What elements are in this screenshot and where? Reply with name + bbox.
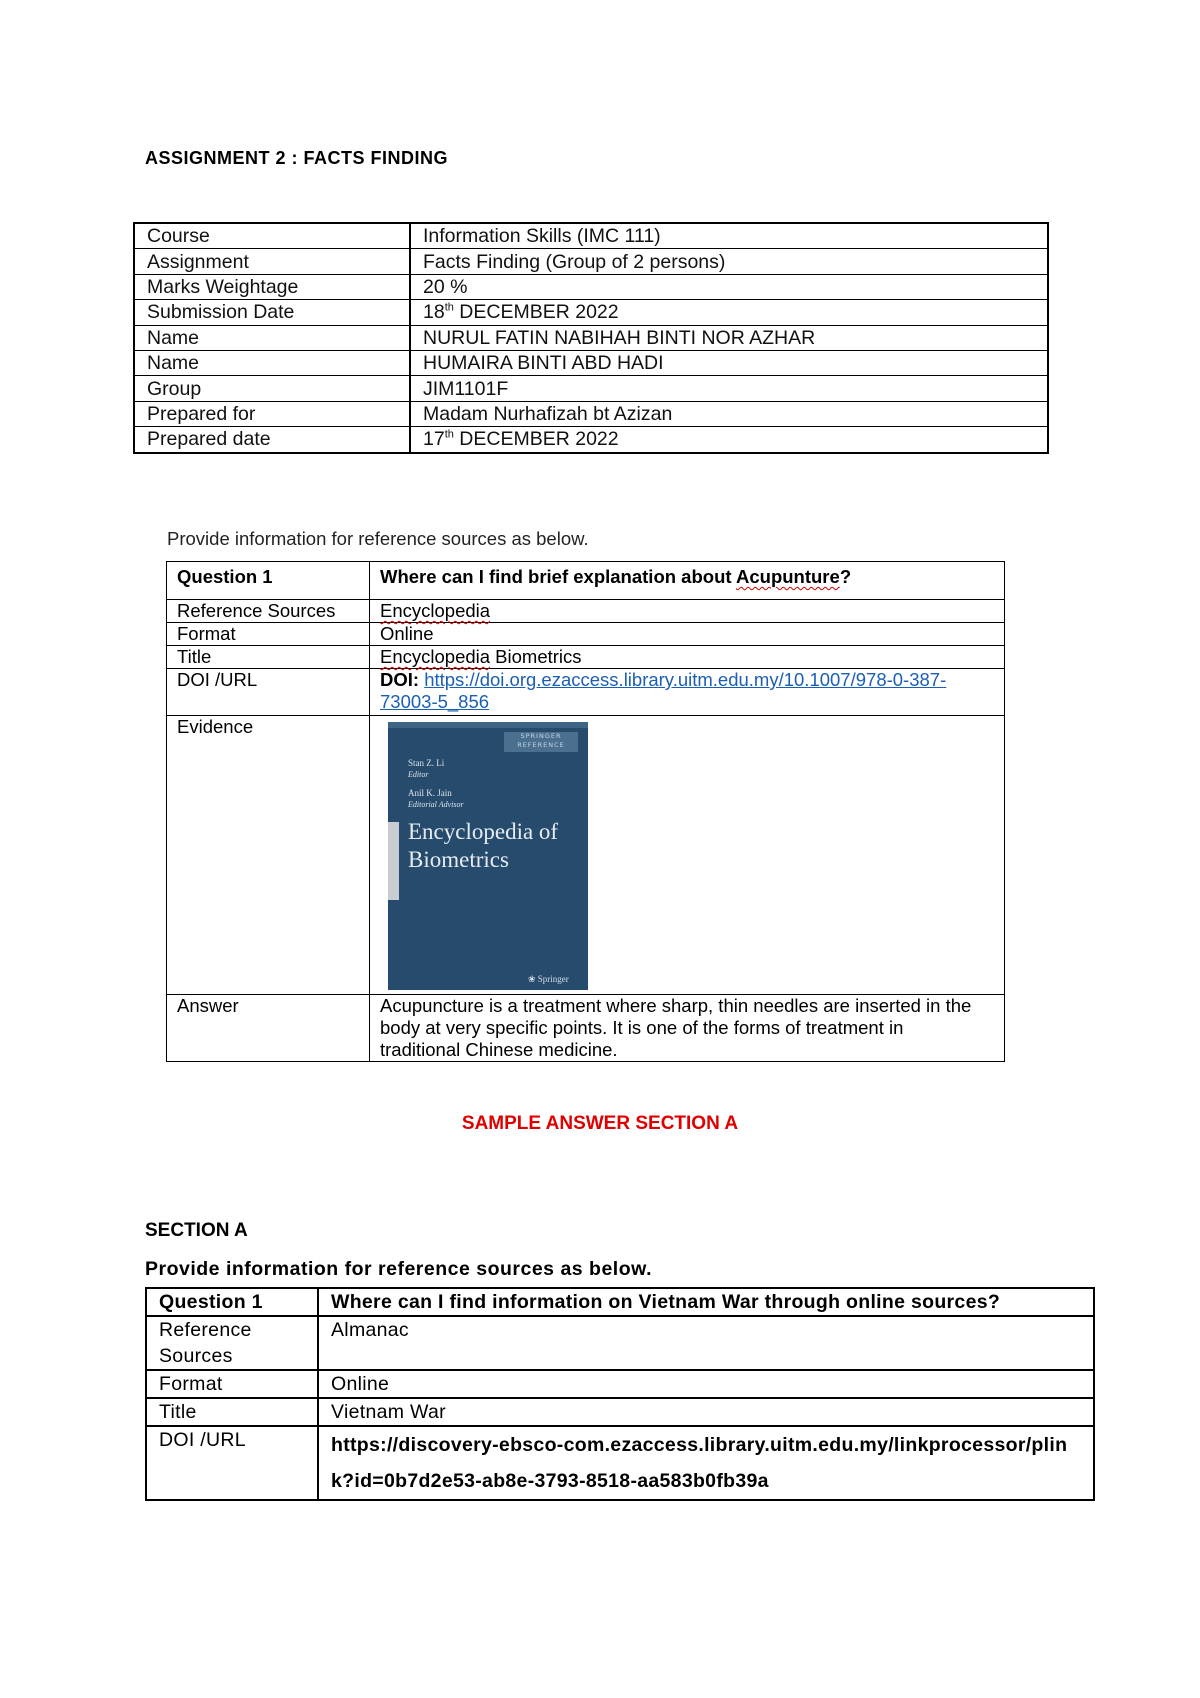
info-value: JIM1101F (410, 376, 1048, 401)
example-row-answer (167, 995, 1005, 1062)
title-label: Title (146, 1398, 318, 1426)
info-row-name-2 (134, 350, 1048, 375)
info-label: Name (134, 325, 410, 350)
example-row-title (167, 646, 1005, 669)
book-editor-name: Stan Z. Li (408, 758, 445, 768)
section-a-row-reference-sources (146, 1316, 1094, 1370)
title-value (370, 646, 1005, 669)
doi-value (370, 669, 1005, 716)
date-day: 17 (423, 428, 445, 451)
evidence-label: Evidence (167, 716, 370, 995)
book-publisher-logo: ❀ Springer (528, 974, 569, 984)
info-row-prepared-date (134, 427, 1048, 453)
doi-link[interactable]: https://doi.org.ezaccess.library.uitm.edu.my/10.1007/978-0-387-73003-5_856 (380, 669, 947, 712)
info-row-course (134, 223, 1048, 249)
reference-sources-word: Encyclopedia (380, 600, 491, 621)
info-label: Prepared for (134, 401, 410, 426)
info-value: Information Skills (IMC 111) (410, 223, 1048, 249)
info-value: Facts Finding (Group of 2 persons) (410, 249, 1048, 274)
example-intro: Provide information for reference sources as below. (167, 528, 589, 549)
example-row-question (167, 562, 1005, 600)
section-a-reference-table (145, 1287, 1095, 1501)
example-row-doi (167, 669, 1005, 716)
info-row-marks (134, 274, 1048, 299)
question-text: Where can I find information on Vietnam War through online sources? (318, 1288, 1094, 1316)
book-cover-sidebar (388, 822, 399, 900)
reference-sources-label: Reference Sources (167, 600, 370, 623)
assignment-title: ASSIGNMENT 2 : FACTS FINDING (145, 148, 449, 168)
book-cover-image (388, 722, 588, 990)
section-a-row-format (146, 1370, 1094, 1398)
doi-prefix: DOI: (380, 669, 425, 690)
date-rest: DECEMBER 2022 (453, 428, 619, 451)
date-suffix: th (444, 301, 454, 314)
info-row-assignment (134, 249, 1048, 274)
info-label: Name (134, 350, 410, 375)
sample-answer-label: SAMPLE ANSWER SECTION A (461, 1113, 739, 1134)
doi-label: DOI /URL (167, 669, 370, 716)
date-rest: DECEMBER 2022 (453, 301, 619, 324)
info-row-group (134, 376, 1048, 401)
format-value: Online (370, 623, 1005, 646)
doi-value: https://discovery-ebsco-com.ezaccess.library.uitm.edu.my/linkprocessor/plink?id=0b7d2e53-ab8e-3793-8518-aa583b0fb39a (318, 1426, 1094, 1500)
format-label: Format (146, 1370, 318, 1398)
doi-label: DOI /URL (146, 1426, 318, 1500)
example-row-reference-sources (167, 600, 1005, 623)
title-rest: Biometrics (490, 646, 582, 667)
section-a-heading: SECTION A (145, 1220, 248, 1241)
question-label: Question 1 (167, 562, 370, 600)
reference-sources-value: Almanac (318, 1316, 1094, 1370)
answer-text: Acupuncture is a treatment where sharp, thin needles are inserted in the body at very specific points. It is one of the forms of treatment in traditional Chinese medicine. (370, 995, 1005, 1062)
title-word: Encyclopedia (380, 646, 491, 667)
title-value: Vietnam War (318, 1398, 1094, 1426)
example-reference-table (166, 561, 1005, 1062)
book-cover-band (388, 722, 588, 728)
info-label: Group (134, 376, 410, 401)
question-pre: Where can I find brief explanation about (380, 566, 736, 587)
info-row-name-1 (134, 325, 1048, 350)
info-value: 20 % (410, 274, 1048, 299)
question-post: ? (839, 566, 852, 587)
info-label: Assignment (134, 249, 410, 274)
book-advisor (408, 788, 464, 810)
date-suffix: th (444, 428, 454, 441)
info-value: Madam Nurhafizah bt Azizan (410, 401, 1048, 426)
answer-label: Answer (167, 995, 370, 1062)
info-value (410, 427, 1048, 453)
date-day: 18 (423, 301, 445, 324)
info-row-submission-date (134, 300, 1048, 325)
reference-sources-value (370, 600, 1005, 623)
section-a-row-doi (146, 1426, 1094, 1500)
info-label: Course (134, 223, 410, 249)
section-a-intro: Provide information for reference sources as below. (145, 1258, 653, 1280)
book-series-label: SPRINGER REFERENCE (504, 732, 578, 752)
info-row-prepared-for (134, 401, 1048, 426)
info-label: Prepared date (134, 427, 410, 453)
book-title-line1: Encyclopedia of (408, 819, 559, 844)
format-value: Online (318, 1370, 1094, 1398)
info-label: Marks Weightage (134, 274, 410, 299)
question-misspelled-word: Acupunture (736, 566, 840, 587)
section-a-row-question (146, 1288, 1094, 1316)
book-title-line2: Biometrics (408, 847, 509, 872)
format-label: Format (167, 623, 370, 646)
example-row-evidence (167, 716, 1005, 995)
book-editor-role: Editor (408, 770, 429, 779)
reference-sources-label: Reference Sources (146, 1316, 318, 1370)
info-label: Submission Date (134, 300, 410, 325)
title-label: Title (167, 646, 370, 669)
evidence-value (370, 716, 1005, 995)
example-row-format (167, 623, 1005, 646)
assignment-info-table (133, 222, 1049, 454)
question-label: Question 1 (146, 1288, 318, 1316)
info-value: NURUL FATIN NABIHAH BINTI NOR AZHAR (410, 325, 1048, 350)
book-editor (408, 758, 444, 780)
book-advisor-role: Editorial Advisor (408, 800, 464, 809)
book-advisor-name: Anil K. Jain (408, 788, 452, 798)
section-a-row-title (146, 1398, 1094, 1426)
info-value (410, 300, 1048, 325)
info-value: HUMAIRA BINTI ABD HADI (410, 350, 1048, 375)
question-text (370, 562, 1005, 600)
book-title (408, 818, 558, 874)
